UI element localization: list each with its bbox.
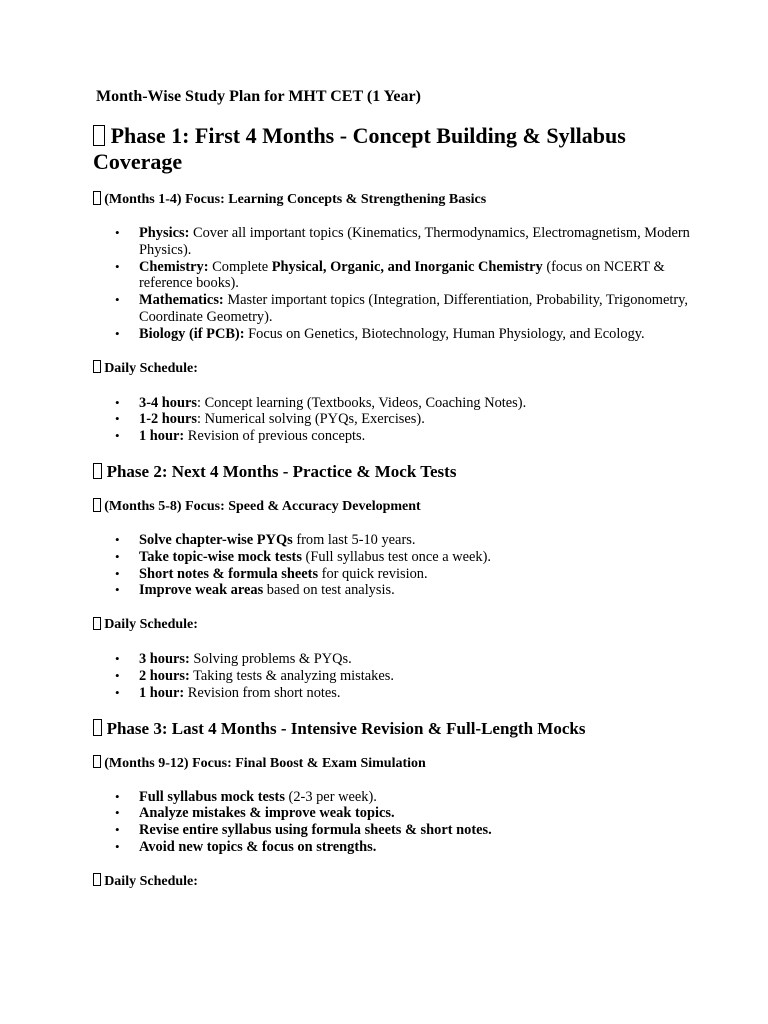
list-item: • Chemistry: Complete Physical, Organic, and Inorganic Chemistry (focus on NCERT & reference books).	[139, 259, 693, 293]
list-item: • Solve chapter-wise PYQs from last 5-10 years.	[139, 532, 693, 549]
phase2-task-list	[93, 532, 693, 599]
phase3-schedule-heading: Daily Schedule:	[93, 873, 693, 891]
list-item: • 3-4 hours: Concept learning (Textbooks, Videos, Coaching Notes).	[139, 395, 693, 412]
missing-glyph-icon	[93, 360, 101, 373]
list-item: • Physics: Cover all important topics (Kinematics, Thermodynamics, Electromagnetism, Modern Physics).	[139, 225, 693, 259]
list-item: • 2 hours: Taking tests & analyzing mistakes.	[139, 668, 693, 685]
list-item: • Improve weak areas based on test analysis.	[139, 582, 693, 599]
list-item: • Avoid new topics & focus on strengths.	[139, 839, 693, 856]
document-title: Month-Wise Study Plan for MHT CET (1 Year)	[96, 88, 421, 105]
phase1-heading	[93, 123, 693, 175]
list-item: • Mathematics: Master important topics (Integration, Differentiation, Probability, Trigonometry, Coordinate Geometry).	[139, 292, 693, 326]
missing-glyph-icon	[93, 463, 102, 479]
phase1-subject-list	[93, 225, 693, 343]
list-item: • 1 hour: Revision from short notes.	[139, 685, 693, 702]
phase1-schedule-heading: Daily Schedule:	[93, 360, 693, 378]
list-item: • Full syllabus mock tests (2-3 per week).	[139, 789, 693, 806]
missing-glyph-icon	[93, 755, 101, 768]
list-item: • Take topic-wise mock tests (Full syllabus test once a week).	[139, 549, 693, 566]
phase2-schedule-list	[93, 651, 693, 701]
missing-glyph-icon	[93, 191, 101, 204]
missing-glyph-icon	[93, 719, 102, 735]
phase1-schedule-list	[93, 395, 693, 445]
phase3-heading: Phase 3: Last 4 Months - Intensive Revision & Full-Length Mocks	[93, 719, 693, 739]
missing-glyph-icon	[93, 125, 105, 146]
phase2-heading: Phase 2: Next 4 Months - Practice & Mock Tests	[93, 462, 693, 482]
phase3-task-list	[93, 789, 693, 856]
phase2-schedule-heading: Daily Schedule:	[93, 616, 693, 634]
document-page	[93, 87, 693, 891]
missing-glyph-icon	[93, 617, 101, 630]
missing-glyph-icon	[93, 873, 101, 886]
list-item: • Biology (if PCB): Focus on Genetics, Biotechnology, Human Physiology, and Ecology.	[139, 326, 693, 343]
missing-glyph-icon	[93, 498, 101, 511]
list-item: • Short notes & formula sheets for quick revision.	[139, 566, 693, 583]
phase2-focus: (Months 5-8) Focus: Speed & Accuracy Development	[93, 498, 693, 516]
list-item: • Revise entire syllabus using formula sheets & short notes.	[139, 822, 693, 839]
phase3-focus: (Months 9-12) Focus: Final Boost & Exam Simulation	[93, 755, 693, 773]
list-item: • Analyze mistakes & improve weak topics.	[139, 805, 693, 822]
list-item: • 3 hours: Solving problems & PYQs.	[139, 651, 693, 668]
list-item: • 1-2 hours: Numerical solving (PYQs, Exercises).	[139, 411, 693, 428]
phase1-focus: (Months 1-4) Focus: Learning Concepts & Strengthening Basics	[93, 191, 693, 209]
phase1-title: Phase 1: First 4 Months - Concept Building & Syllabus Coverage	[93, 123, 626, 174]
list-item: • 1 hour: Revision of previous concepts.	[139, 428, 693, 445]
